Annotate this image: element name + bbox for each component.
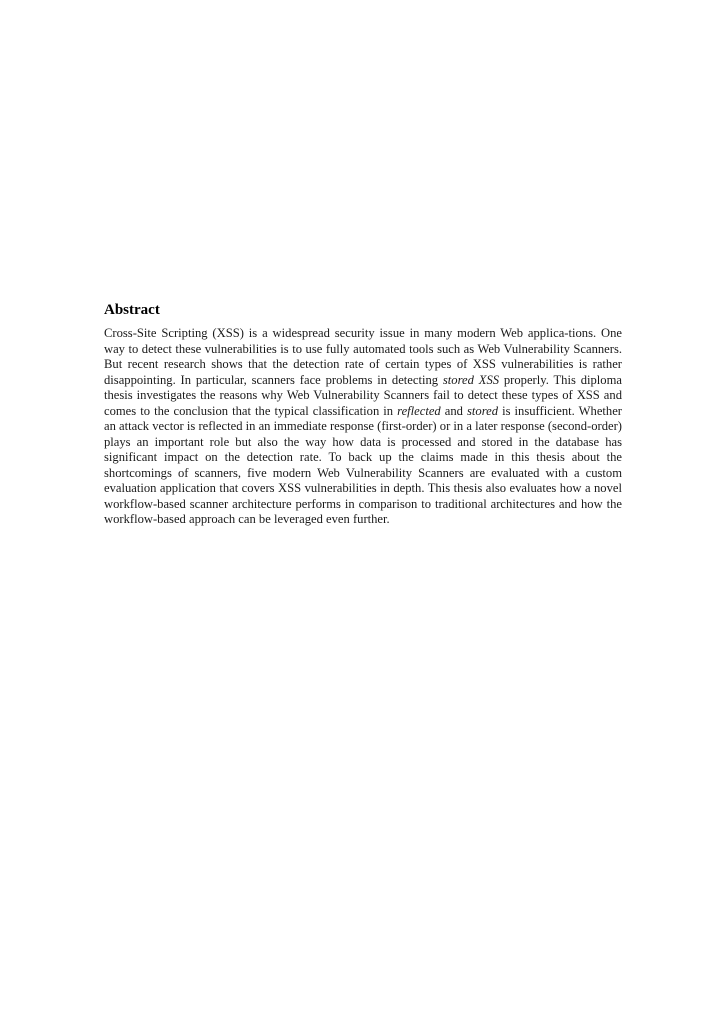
abstract-text-part-4: is insufficient. Whether an attack vector is reflected in an immediate response (first-order) or in a later response (second-order) plays an important role but also the way how data is processed and stored in the database has significant impact on the detection rate. To back up the claims made in this thesis about the shortcomings of scanners, five modern Web Vulnerability Scanners are evaluated with a custom evaluation application that covers XSS vulnerabilities in depth. This thesis also evaluates how a novel workflow-based scanner architecture performs in comparison to traditional architectures and how the workflow-based approach can be leveraged even further. — [104, 403, 622, 526]
abstract-section — [104, 300, 622, 528]
abstract-paragraph — [104, 326, 622, 528]
abstract-text-part-2: properly. This diploma thesis investigates the reasons why Web Vulnerability Scanners fail to detect these types of XSS and comes to the conclusion that the typical classification in — [104, 372, 622, 418]
abstract-text-part-1: Cross-Site Scripting (XSS) is a widespread security issue in many modern Web applica-tions. One way to detect these vulnerabilities is to use fully automated tools such as Web Vulnerability Scanners. But recent research shows that the detection rate of certain types of XSS vulnerabilities is rather disappointing. In particular, scanners face problems in detecting — [104, 326, 622, 387]
abstract-text-part-3: and — [440, 403, 468, 418]
abstract-emphasis-stored: stored — [467, 403, 499, 418]
abstract-heading: Abstract — [104, 302, 160, 318]
abstract-emphasis-stored-xss: stored XSS — [442, 372, 500, 387]
abstract-emphasis-reflected: reflected — [397, 403, 441, 418]
